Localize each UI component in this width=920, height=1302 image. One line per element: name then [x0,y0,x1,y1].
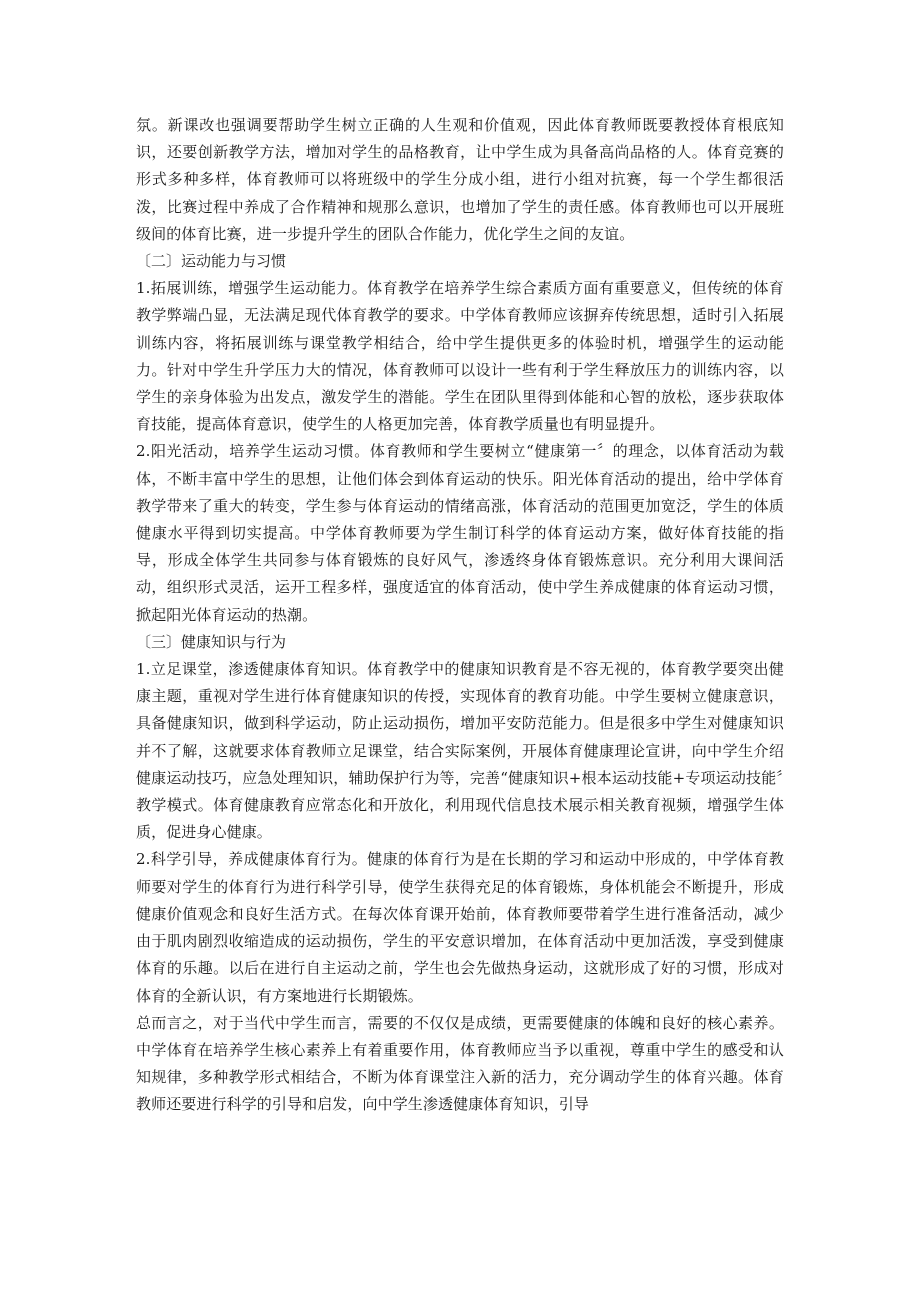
section-heading-health-knowledge: 〔三〕健康知识与行为 [136,632,287,651]
paragraph-conclusion: 总而言之，对于当代中学生而言，需要的不仅仅是成绩，更需要健康的体魄和良好的核心素养。中学体育在培养学生核心素养上有着重要作用，体育教师应当予以重视，尊重中学生的感受和认知规律，多种教学形式相结合，不断为体育课堂注入新的活力，充分调动学生的体育兴趣。体育教师还要进行科学的引导和启发，向中学生渗透健康体育知识，引导 [136,1013,784,1114]
paragraph-sunshine-activities: 2.阳光活动，培养学生运动习惯。体育教师和学生要树立“健康第一〞的理念，以体育活动为载体，不断丰富中学生的思想，让他们体会到体育运动的快乐。阳光体育活动的提出，给中学体育教学带来了重大的转变，学生参与体育运动的情绪高涨，体育活动的范围更加宽泛，学生的体质健康水平得到切实提高。中学体育教师要为学生制订科学的体育运动方案，做好体育技能的指导，形成全体学生共同参与体育锻炼的良好风气，渗透终身体育锻炼意识。充分利用大课间活动，组织形式灵活，运开工程多样，强度适宜的体育活动，使中学生养成健康的体育运动习惯，掀起阳光体育运动的热潮。 [136,442,784,624]
section-heading-motor-ability: 〔二〕运动能力与习惯 [136,252,287,271]
paragraph-team-sports: 氛。新课改也强调要帮助学生树立正确的人生观和价值观，因此体育教师既要教授体育根底知识，还要创新教学方法，增加对学生的品格教育，让中学生成为具备高尚品格的人。体育竞赛的形式多种多样，体育教师可以将班级中的学生分成小组，进行小组对抗赛，每一个学生都很活泼，比赛过程中养成了合作精神和规那么意识，也增加了学生的责任感。体育教师也可以开展班级间的体育比赛，进一步提升学生的团队合作能力，优化学生之间的友谊。 [136,116,784,243]
paragraph-classroom-health: 1.立足课堂，渗透健康体育知识。体育教学中的健康知识教育是不容无视的，体育教学要突出健康主题，重视对学生进行体育健康知识的传授，实现体育的教育功能。中学生要树立健康意识，具备健康知识，做到科学运动，防止运动损伤，增加平安防范能力。但是很多中学生对健康知识并不了解，这就要求体育教师立足课堂，结合实际案例，开展体育健康理论宣讲，向中学生介绍健康运动技巧，应急处理知识，辅助保护行为等，完善“健康知识+根本运动技能+专项运动技能〞教学模式。体育健康教育应常态化和开放化，利用现代信息技术展示相关教育视频，增强学生体质，促进身心健康。 [136,660,784,842]
paragraph-scientific-guidance: 2.科学引导，养成健康体育行为。健康的体育行为是在长期的学习和运动中形成的，中学体育教师要对学生的体育行为进行科学引导，使学生获得充足的体育锻炼，身体机能会不断提升，形成健康价值观念和良好生活方式。在每次体育课开始前，体育教师要带着学生进行准备活动，减少由于肌肉剧烈收缩造成的运动损伤，学生的平安意识增加，在体育活动中更加活泼，享受到健康体育的乐趣。以后在进行自主运动之前，学生也会先做热身运动，这就形成了好的习惯，形成对体育的全新认识，有方案地进行长期锻炼。 [136,850,784,1005]
document-page [136,112,784,1119]
paragraph-expansion-training: 1.拓展训练，增强学生运动能力。体育教学在培养学生综合素质方面有重要意义，但传统的体育教学弊端凸显，无法满足现代体育教学的要求。中学体育教师应该摒弃传统思想，适时引入拓展训练内容，将拓展训练与课堂教学相结合，给中学生提供更多的体验时机，增强学生的运动能力。针对中学生升学压力大的情况，体育教师可以设计一些有利于学生释放压力的训练内容，以学生的亲身体验为出发点，激发学生的潜能。学生在团队里得到体能和心智的放松，逐步获取体育技能，提高体育意识，使学生的人格更加完善，体育教学质量也有明显提升。 [136,279,784,434]
